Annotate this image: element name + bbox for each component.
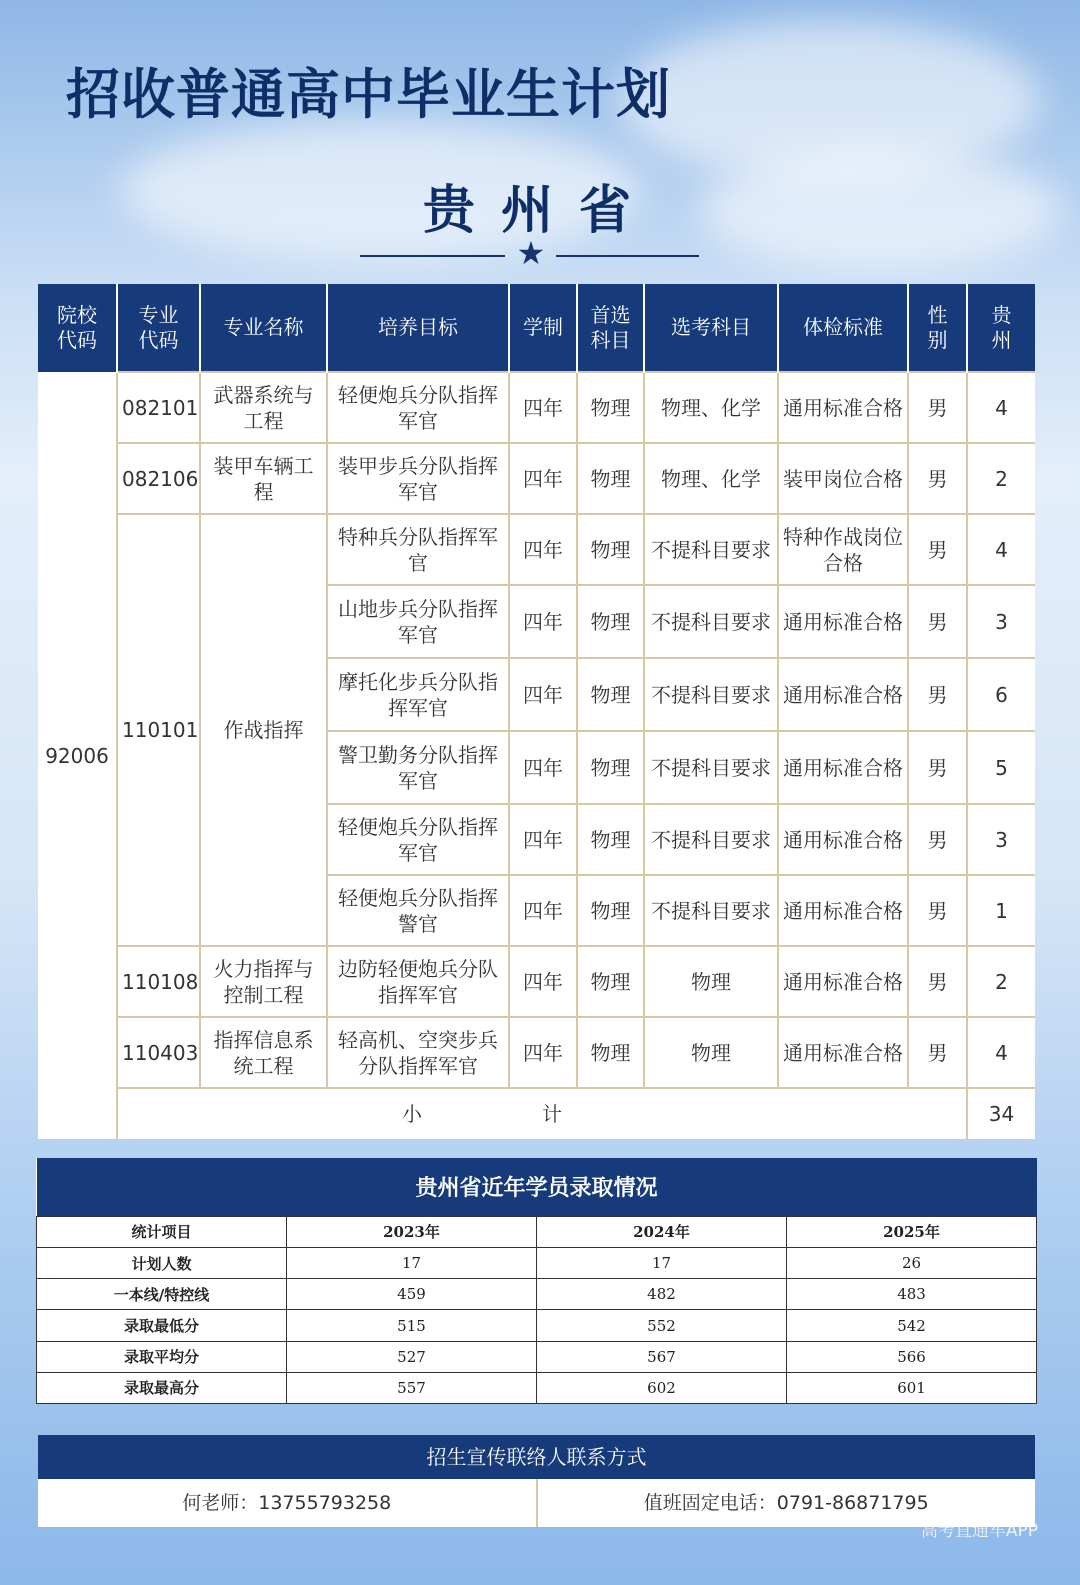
training-target: 边防轻便炮兵分队指挥军官: [327, 946, 509, 1017]
duration: 四年: [509, 946, 577, 1017]
quota-count: 4: [967, 1017, 1035, 1088]
quota-count: 3: [967, 804, 1035, 875]
contact-duty-phone: 值班固定电话：0791-86871795: [643, 1492, 929, 1514]
quota-count: 4: [967, 514, 1035, 585]
training-target: 轻便炮兵分队指挥军官: [327, 372, 509, 443]
training-target: 轻便炮兵分队指挥军官: [327, 804, 509, 875]
quota-count: 2: [967, 443, 1035, 514]
contact-header: 招生宣传联络人联系方式: [38, 1435, 1035, 1479]
elective-subjects: 物理、化学: [644, 372, 778, 443]
quota-count: 2: [967, 946, 1035, 1017]
table-row: [38, 514, 1035, 585]
stats-item-label: 计划人数: [37, 1248, 287, 1279]
stats-column-header: 2023年: [287, 1216, 537, 1247]
quota-count: 1: [967, 875, 1035, 946]
stats-header-row: [37, 1216, 1037, 1247]
quota-count: 4: [967, 372, 1035, 443]
first-subject: 物理: [577, 585, 644, 658]
elective-subjects: 物理、化学: [644, 443, 778, 514]
elective-subjects: 不提科目要求: [644, 658, 778, 731]
elective-subjects: 不提科目要求: [644, 804, 778, 875]
stats-row: [37, 1341, 1037, 1372]
gender: 男: [908, 804, 967, 875]
physical-standard: 通用标准合格: [778, 658, 908, 731]
elective-subjects: 物理: [644, 1017, 778, 1088]
duration: 四年: [509, 1017, 577, 1088]
major-code: 082101: [117, 372, 200, 443]
stats-value: 567: [537, 1341, 787, 1372]
physical-standard: 装甲岗位合格: [778, 443, 908, 514]
stats-column-header: 2025年: [787, 1216, 1037, 1247]
subtotal-value: 34: [967, 1088, 1035, 1139]
stats-row: [37, 1310, 1037, 1341]
gender: 男: [908, 514, 967, 585]
column-header: 性 别: [908, 284, 967, 372]
first-subject: 物理: [577, 443, 644, 514]
stats-value: 527: [287, 1341, 537, 1372]
column-header: 专业名称: [200, 284, 327, 372]
first-subject: 物理: [577, 946, 644, 1017]
first-subject: 物理: [577, 514, 644, 585]
major-name: 作战指挥: [200, 514, 327, 946]
elective-subjects: 不提科目要求: [644, 514, 778, 585]
physical-standard: 通用标准合格: [778, 804, 908, 875]
training-target: 警卫勤务分队指挥军官: [327, 731, 509, 804]
stats-item-label: 录取最高分: [37, 1372, 287, 1403]
major-code: 110108: [117, 946, 200, 1017]
column-header: 学制: [509, 284, 577, 372]
quota-count: 6: [967, 658, 1035, 731]
first-subject: 物理: [577, 804, 644, 875]
column-header: 贵 州: [967, 284, 1035, 372]
training-target: 特种兵分队指挥军官: [327, 514, 509, 585]
stats-column-header: 统计项目: [37, 1216, 287, 1247]
duration: 四年: [509, 658, 577, 731]
quota-count: 3: [967, 585, 1035, 658]
major-name: 火力指挥与控制工程: [200, 946, 327, 1017]
plan-table-header: [38, 284, 1035, 372]
page-title: 招收普通高中毕业生计划: [66, 62, 671, 126]
major-code: 110403: [117, 1017, 200, 1088]
gender: 男: [908, 443, 967, 514]
column-header: 首选 科目: [577, 284, 644, 372]
stats-item-label: 录取平均分: [37, 1341, 287, 1372]
physical-standard: 特种作战岗位合格: [778, 514, 908, 585]
major-name: 装甲车辆工程: [200, 443, 327, 514]
table-row: [38, 1017, 1035, 1088]
duration: 四年: [509, 443, 577, 514]
physical-standard: 通用标准合格: [778, 585, 908, 658]
enrollment-plan-table: [38, 284, 1035, 1139]
table-row: [38, 443, 1035, 514]
first-subject: 物理: [577, 658, 644, 731]
stats-row: [37, 1372, 1037, 1403]
first-subject: 物理: [577, 1017, 644, 1088]
duration: 四年: [509, 514, 577, 585]
elective-subjects: 物理: [644, 946, 778, 1017]
duration: 四年: [509, 731, 577, 804]
stats-value: 515: [287, 1310, 537, 1341]
contact-row: [38, 1479, 1035, 1527]
gender: 男: [908, 875, 967, 946]
physical-standard: 通用标准合格: [778, 372, 908, 443]
contact-person: 何老师：13755793258: [38, 1479, 538, 1527]
first-subject: 物理: [577, 372, 644, 443]
stats-value: 542: [787, 1310, 1037, 1341]
stats-column-header: 2024年: [537, 1216, 787, 1247]
stats-value: 482: [537, 1279, 787, 1310]
duration: 四年: [509, 585, 577, 658]
stats-value: 26: [787, 1248, 1037, 1279]
physical-standard: 通用标准合格: [778, 1017, 908, 1088]
star-icon: ★: [516, 234, 546, 272]
duration: 四年: [509, 372, 577, 443]
title-divider-right: [556, 255, 699, 257]
stats-item-label: 录取最低分: [37, 1310, 287, 1341]
school-code: 92006: [38, 372, 117, 1139]
column-header: 选考科目: [644, 284, 778, 372]
column-header: 体检标准: [778, 284, 908, 372]
stats-value: 602: [537, 1372, 787, 1403]
major-code: 082106: [117, 443, 200, 514]
physical-standard: 通用标准合格: [778, 946, 908, 1017]
gender: 男: [908, 372, 967, 443]
subtotal-row: [38, 1088, 1035, 1139]
stats-value: 566: [787, 1341, 1037, 1372]
stats-title: 贵州省近年学员录取情况: [37, 1158, 1037, 1216]
first-subject: 物理: [577, 875, 644, 946]
title-divider-left: [360, 255, 505, 257]
quota-count: 5: [967, 731, 1035, 804]
table-row: [38, 372, 1035, 443]
physical-standard: 通用标准合格: [778, 875, 908, 946]
elective-subjects: 不提科目要求: [644, 875, 778, 946]
admission-stats-table: [36, 1158, 1037, 1404]
watermark: 高考直通车APP: [920, 1521, 1038, 1541]
training-target: 轻高机、空突步兵分队指挥军官: [327, 1017, 509, 1088]
stats-row: [37, 1279, 1037, 1310]
stats-value: 552: [537, 1310, 787, 1341]
major-name: 指挥信息系统工程: [200, 1017, 327, 1088]
subtotal-text: 小计: [402, 1102, 682, 1126]
training-target: 摩托化步兵分队指挥军官: [327, 658, 509, 731]
subtotal-label: [117, 1088, 967, 1139]
gender: 男: [908, 585, 967, 658]
elective-subjects: 不提科目要求: [644, 585, 778, 658]
table-row: [38, 946, 1035, 1017]
duration: 四年: [509, 875, 577, 946]
first-subject: 物理: [577, 731, 644, 804]
training-target: 轻便炮兵分队指挥警官: [327, 875, 509, 946]
stats-value: 17: [537, 1248, 787, 1279]
stats-value: 483: [787, 1279, 1037, 1310]
stats-value: 557: [287, 1372, 537, 1403]
stats-value: 17: [287, 1248, 537, 1279]
stats-item-label: 一本线/特控线: [37, 1279, 287, 1310]
duration: 四年: [509, 804, 577, 875]
major-code: 110101: [117, 514, 200, 946]
column-header: 院校 代码: [38, 284, 117, 372]
stats-row: [37, 1248, 1037, 1279]
gender: 男: [908, 946, 967, 1017]
stats-value: 601: [787, 1372, 1037, 1403]
gender: 男: [908, 731, 967, 804]
major-name: 武器系统与工程: [200, 372, 327, 443]
stats-value: 459: [287, 1279, 537, 1310]
physical-standard: 通用标准合格: [778, 731, 908, 804]
training-target: 山地步兵分队指挥军官: [327, 585, 509, 658]
column-header: 专业 代码: [117, 284, 200, 372]
province-title: 贵州省: [422, 180, 657, 241]
column-header: 培养目标: [327, 284, 509, 372]
gender: 男: [908, 658, 967, 731]
gender: 男: [908, 1017, 967, 1088]
training-target: 装甲步兵分队指挥军官: [327, 443, 509, 514]
elective-subjects: 不提科目要求: [644, 731, 778, 804]
